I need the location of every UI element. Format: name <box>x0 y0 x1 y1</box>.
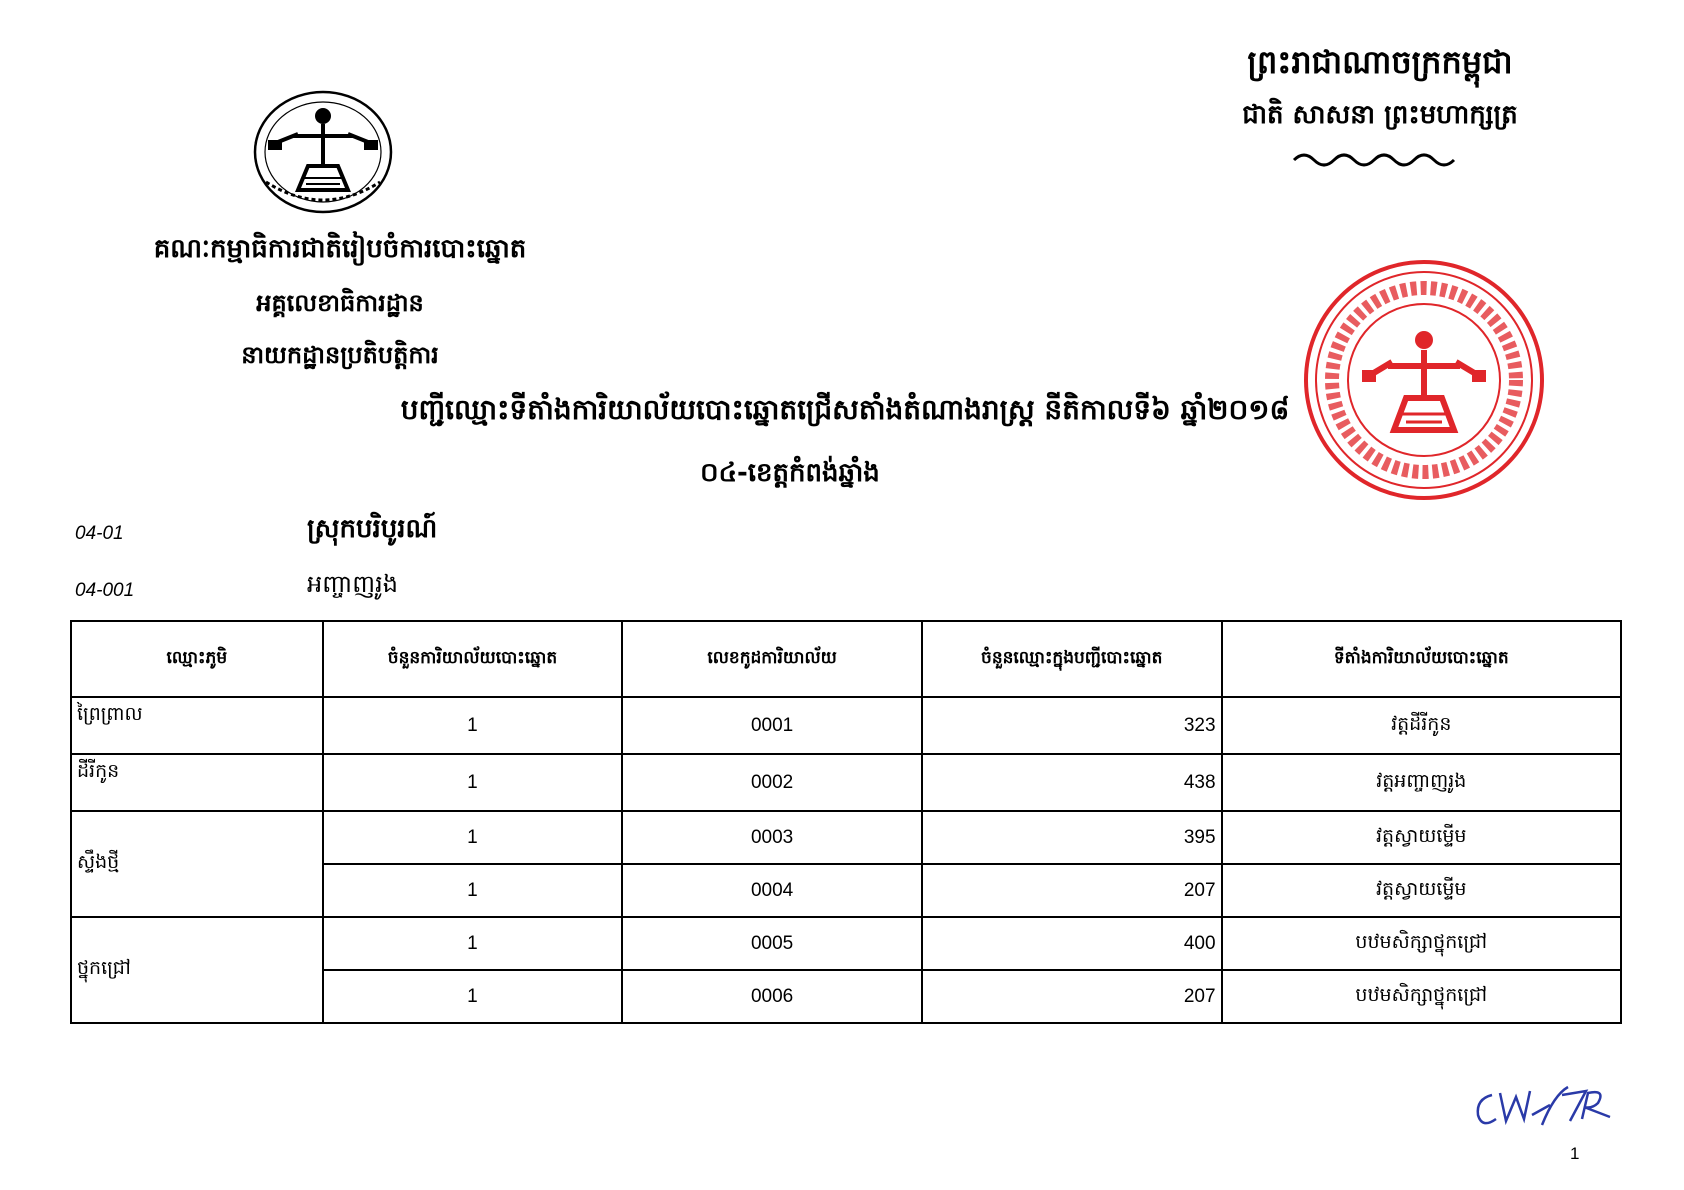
station-count: 1 <box>323 697 623 754</box>
station-location: វត្តស្វាយម្ទើម <box>1222 864 1621 917</box>
station-code: 0001 <box>622 697 922 754</box>
station-code: 0006 <box>622 970 922 1023</box>
ornament-divider <box>1290 148 1466 170</box>
village-name: ថ្នុកជ្រៅ <box>71 917 323 1023</box>
table-row <box>71 917 1621 970</box>
header-station-count: ចំនួនការិយាល័យបោះឆ្នោត <box>323 621 623 697</box>
kingdom-heading: ព្រះរាជាណាចក្រកម្ពុជា <box>1247 43 1513 81</box>
table-row <box>71 811 1621 864</box>
header-station-code: លេខកូដការិយាល័យ <box>622 621 922 697</box>
department-name: នាយកដ្ឋានប្រតិបត្តិការ <box>241 341 439 369</box>
header-village: ឈ្មោះភូមិ <box>71 621 323 697</box>
handwritten-signature <box>1470 1075 1620 1135</box>
official-seal <box>1302 258 1546 502</box>
table-row <box>71 754 1621 811</box>
voter-count: 207 <box>922 970 1222 1023</box>
station-count: 1 <box>323 754 623 811</box>
district-code: 04-01 <box>75 523 124 544</box>
document-title: បញ្ជីឈ្មោះទីតាំងការិយាល័យបោះឆ្នោតជ្រើសតាំងតំណាងរាស្ត្រ នីតិកាលទី៦ ឆ្នាំ២០១៨ <box>400 393 1290 426</box>
village-name: ព្រៃព្រាល <box>71 697 323 754</box>
header-location: ទីតាំងការិយាល័យបោះឆ្នោត <box>1222 621 1621 697</box>
station-count: 1 <box>323 864 623 917</box>
village-name: ស្ទឹងថ្មី <box>71 811 323 917</box>
page-number: 1 <box>1570 1144 1580 1163</box>
nec-emblem <box>248 86 398 222</box>
station-code: 0002 <box>622 754 922 811</box>
voter-count: 400 <box>922 917 1222 970</box>
commune-name: អញ្ចាញរូង <box>307 570 398 598</box>
station-code: 0005 <box>622 917 922 970</box>
polling-stations-table <box>70 620 1622 1024</box>
station-count: 1 <box>323 811 623 864</box>
table-header-row <box>71 621 1621 697</box>
station-code: 0003 <box>622 811 922 864</box>
station-location: បឋមសិក្សាថ្នុកជ្រៅ <box>1222 917 1621 970</box>
table-row <box>71 697 1621 754</box>
district-name: ស្រុកបរិបូរណ៍ <box>307 514 438 544</box>
secretariat-name: អគ្គលេខាធិការដ្ឋាន <box>256 289 424 317</box>
committee-name: គណៈកម្មាធិការជាតិរៀបចំការបោះឆ្នោត <box>153 234 527 264</box>
voter-count: 395 <box>922 811 1222 864</box>
voter-count: 438 <box>922 754 1222 811</box>
national-motto: ជាតិ សាសនា ព្រះមហាក្សត្រ <box>1242 100 1518 130</box>
village-name: ដីរីកូន <box>71 754 323 811</box>
station-count: 1 <box>323 917 623 970</box>
station-code: 0004 <box>622 864 922 917</box>
station-location: វត្តអញ្ចាញរូង <box>1222 754 1621 811</box>
header-voter-count: ចំនួនឈ្មោះក្នុងបញ្ជីបោះឆ្នោត <box>922 621 1222 697</box>
voter-count: 207 <box>922 864 1222 917</box>
voter-count: 323 <box>922 697 1222 754</box>
station-location: វត្តដីរីកូន <box>1222 697 1621 754</box>
commune-code: 04-001 <box>75 580 135 601</box>
station-location: វត្តស្វាយម្ទើម <box>1222 811 1621 864</box>
station-location: បឋមសិក្សាថ្នុកជ្រៅ <box>1222 970 1621 1023</box>
province-heading: ០៤-ខេត្តកំពង់ឆ្នាំង <box>700 458 880 488</box>
station-count: 1 <box>323 970 623 1023</box>
